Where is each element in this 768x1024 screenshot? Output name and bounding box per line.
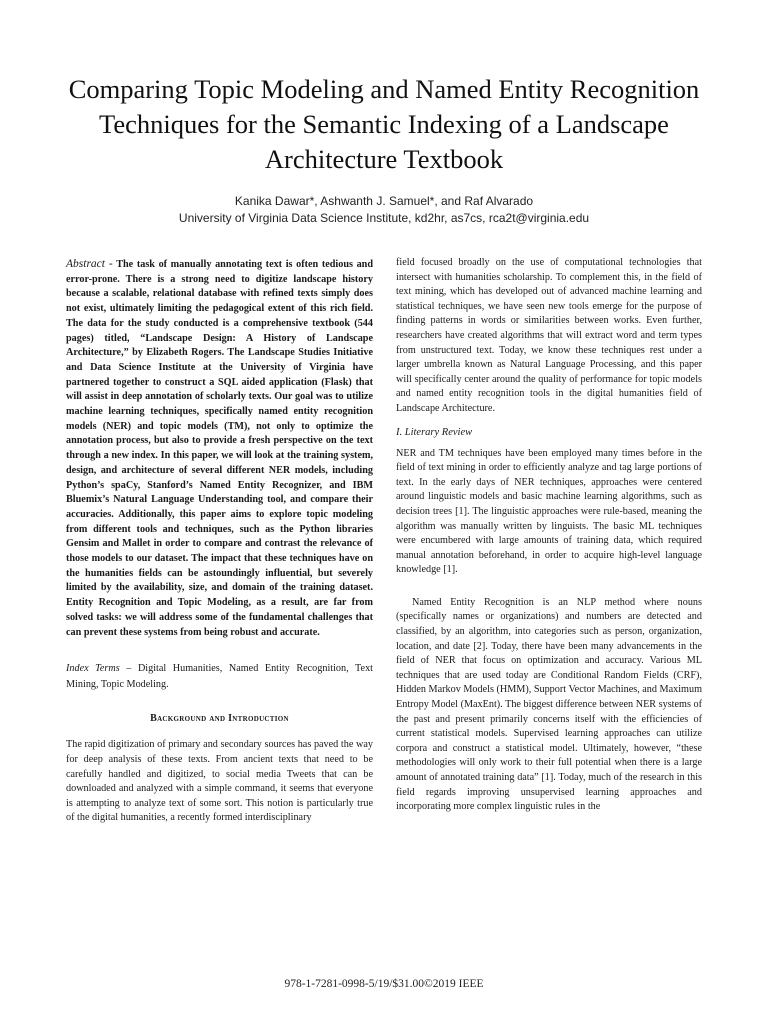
left-column	[66, 257, 373, 826]
index-terms	[66, 661, 373, 692]
body-paragraph: Named Entity Recognition is an NLP method where nouns (specifically names or organizations) and numbers are detected and classified, by an algorithm, into categories such as person, organization, location, and date [2]. Today, there have been many advancements in the field of NER that focus on optimization and accuracy. Various ML techniques that are used today are Conditional Random Fields (CRF), Hidden Markov Models (HMM), Support Vector Machines, and Maximum Entropy Model (MaxEnt). The biggest difference between NER systems of the past and present primarily concerns itself with the efficiencies of current statistical models. Supervised learning approaches can utilize corpora and construct a statistical model. Ultimately, however, “these methodologies will only work to their full potential when there is a large amount of annotated training data” [1]. Today, much of the research in this field regards improving unsupervised learning approaches and incorporating more complex linguistic rules in the	[396, 596, 702, 813]
abstract-text: The task of manually annotating text is often tedious and error-prone. There is a strong need to digitize landscape history because a scalable, relational database with refined texts simply does not exist, ultimately limiting the pedagogical extent of this rich field. The data for the study conducted is a comprehensive textbook (544 pages) titled, “Landscape Design: A History of Landscape Architecture,” by Elizabeth Rogers. The Landscape Studies Initiative and Data Science Institute at the University of Virginia have partnered together to construct a SQL aided application (Flask) that will assist in deep annotation of scholarly texts. Our goal was to utilize machine learning techniques, specifically named entity recognition models (NER) and topic models (TM), not only to optimize the annotation process, but also to provide a fresh perspective on the text through a new index. In this paper, we will look at the training system, design, and architecture of several different NER models, including Python’s spaCy, Stanford’s Named Entity Recognizer, and IBM Bluemix’s Natural Language Understanding tool, and compare their accuracies. Additionally, this paper aims to explore topic modeling from different tools and techniques, such as the Python libraries Gensim and Mallet in order to compare and contrast the relevance of those models to our dataset. The impact that these techniques have on the humanities fields can be astoundingly influential, but severely limited by the availability, size, and domain of the training dataset. Entity Recognition and Topic Modeling, as a result, are far from solved tasks: we will address some of the fundamental challenges that can prevent these systems from being robust and accurate.	[66, 259, 373, 638]
index-terms-label: Index Terms	[66, 663, 120, 675]
body-paragraph: The rapid digitization of primary and secondary sources has paved the way for deep analysis of these texts. From ancient texts that need to be carefully handled and digitized, to social media Tweets that can be downloaded and analyzed with a simple command, it seems that everyone is attempting to analyze text of some sort. This notion is particularly true of the digital humanities, a recently formed interdisciplinary	[66, 739, 373, 824]
section-heading: Background and Introduction	[150, 713, 289, 725]
index-terms-text: – Digital Humanities, Named Entity Recognition, Text Mining, Topic Modeling.	[66, 663, 373, 690]
paper-title: Comparing Topic Modeling and Named Entity Recognition Techniques for the Semantic Indexing of a Landscape Architecture Textbook	[68, 74, 700, 174]
body-paragraph: NER and TM techniques have been employed many times before in the field of text mining in order to efficiently analyze and tag large portions of text. In the early days of NER techniques, approaches were centered around linguistic models and basic machine learning algorithms, such as decision trees [1]. The linguistic approaches were rule-based, meaning the algorithm was manually written by linguists. The basic ML techniques were encumbered with large amounts of training data, which required manual annotation beforehand, in order to acquire high-level language knowledge [1].	[396, 447, 702, 576]
author-affiliation: University of Virginia Data Science Institute, kd2hr, as7cs, rca2t@virginia.edu	[178, 211, 590, 225]
abstract-label: Abstract -	[66, 258, 113, 270]
copyright-footer: 978-1-7281-0998-5/19/$31.00©2019 IEEE	[284, 978, 484, 990]
body-paragraph: field focused broadly on the use of computational technologies that intersect with humanities scholarship. To complement this, in the field of text mining, which has developed out of advanced machine learning and statistical techniques, we have seen new tools emerge for the purpose of finding patterns in words or similarities between works. Even further, researchers have created algorithms that will extract word and term types from unstructured text. Today, we know these techniques rest under a larger umbrella known as Natural Language Processing, and this paper will specifically center around the quality of performance for topic models and named entity recognition tools in the digital humanities field of Landscape Architecture.	[396, 257, 702, 414]
right-column	[396, 256, 702, 815]
subsection-heading: I. Literary Review	[396, 426, 473, 438]
abstract-paragraph	[66, 257, 373, 640]
author-list: Kanika Dawar*, Ashwanth J. Samuel*, and Raf Alvarado	[234, 194, 534, 208]
